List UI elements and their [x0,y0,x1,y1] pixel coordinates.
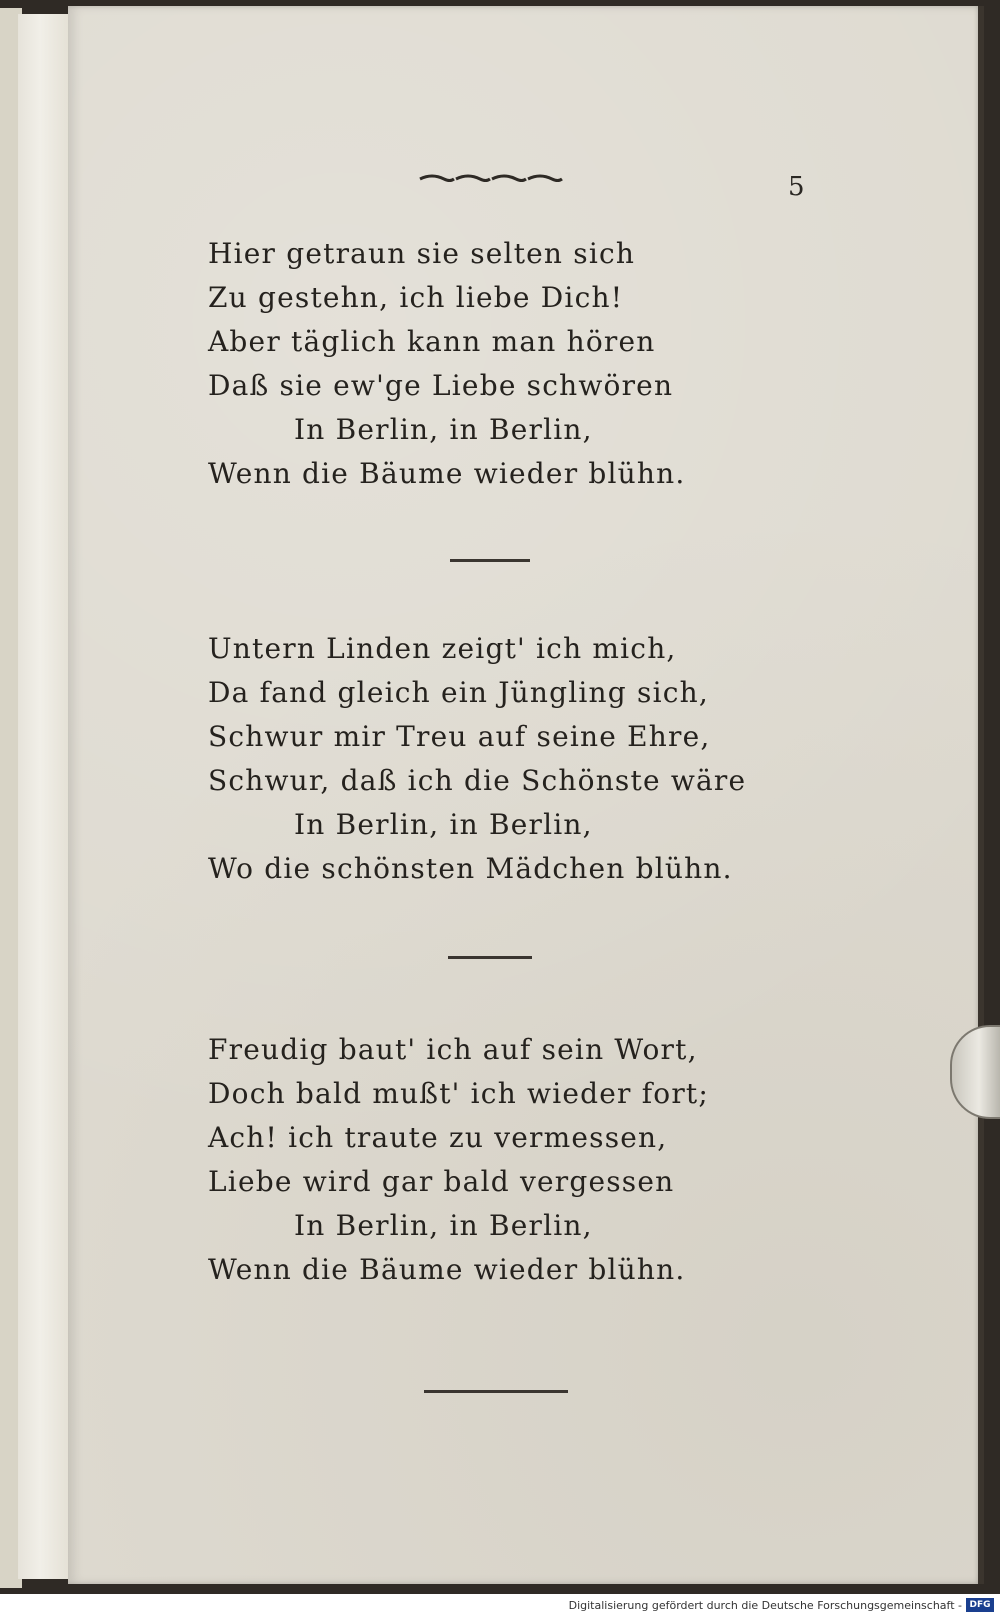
dfg-logo: DFG [966,1598,994,1612]
verse-line: Wenn die Bäume wieder blühn. [208,1253,686,1286]
verse-line-refrain: In Berlin, in Berlin, [294,413,593,446]
verse-line-refrain: In Berlin, in Berlin, [294,808,593,841]
stanza-2 [208,627,768,891]
stanza-divider [448,956,532,959]
end-rule [424,1390,568,1393]
stanza-3 [208,1028,768,1292]
header-ornament [418,170,564,186]
stanza-divider [450,559,530,562]
verse-line: Hier getraun sie selten sich [208,237,636,270]
verse-line: Ach! ich traute zu vermessen, [208,1121,668,1154]
verse-line: Zu gestehn, ich liebe Dich! [208,281,624,314]
verse-line: Doch bald mußt' ich wieder fort; [208,1077,709,1110]
page-number: 5 [788,172,805,202]
verse-line: Untern Linden zeigt' ich mich, [208,632,677,665]
verse-line: Wo die schönsten Mädchen blühn. [208,852,733,885]
verse-line: Schwur, daß ich die Schönste wäre [208,764,747,797]
verse-line: Schwur mir Treu auf seine Ehre, [208,720,711,753]
page-right-edge [978,6,984,1584]
verse-line: Wenn die Bäume wieder blühn. [208,457,686,490]
footer-credit: Digitalisierung gefördert durch die Deutsche Forschungsgemeinschaft - [568,1599,962,1612]
verse-line: Liebe wird gar bald vergessen [208,1165,675,1198]
verse-line: Aber täglich kann man hören [208,325,656,358]
verse-line: Da fand gleich ein Jüngling sich, [208,676,709,709]
verse-line: Freudig baut' ich auf sein Wort, [208,1033,698,1066]
verse-line-refrain: In Berlin, in Berlin, [294,1209,593,1242]
page-stack-edge [18,14,75,1579]
stanza-1 [208,232,768,496]
verse-line: Daß sie ew'ge Liebe schwören [208,369,674,402]
